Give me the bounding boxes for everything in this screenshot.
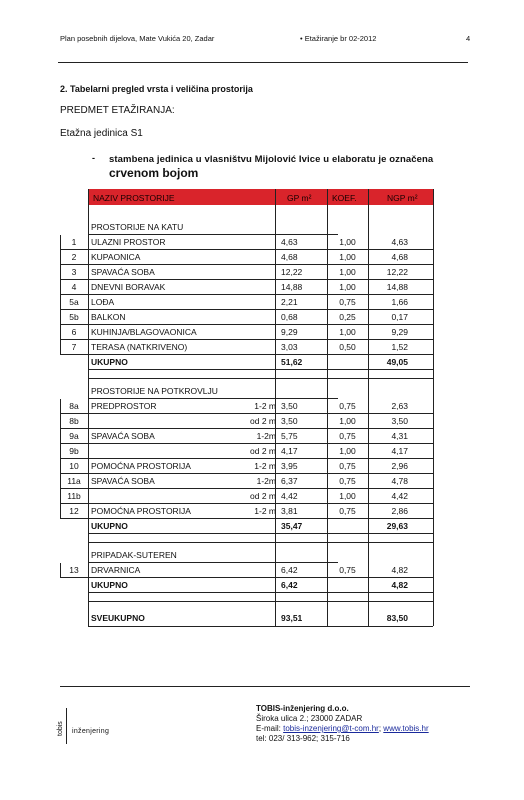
room-koef: 0,75 xyxy=(339,461,356,471)
room-number: 7 xyxy=(71,342,77,352)
rooms-table xyxy=(60,189,456,629)
table-row xyxy=(60,563,456,578)
row-divider xyxy=(60,458,433,459)
row-divider xyxy=(60,324,433,325)
table-row xyxy=(60,280,456,295)
room-number: 9a xyxy=(69,431,79,441)
room-number: 10 xyxy=(69,461,79,471)
row-divider xyxy=(60,443,433,444)
company-name: TOBIS-inženjering d.o.o. xyxy=(256,704,349,713)
room-gp: 3,50 xyxy=(281,416,298,426)
row-divider xyxy=(60,354,433,355)
room-name: POMOĆNA PROSTORIJA xyxy=(91,506,191,516)
column-border-right xyxy=(433,189,434,626)
email-separator: ; xyxy=(378,724,384,733)
room-ngp: 9,29 xyxy=(391,327,408,337)
total-gp: 51,62 xyxy=(281,357,303,367)
room-gp: 5,75 xyxy=(281,431,298,441)
room-koef: 1,00 xyxy=(339,237,356,247)
total-row xyxy=(60,355,456,370)
room-name: ULAZNI PROSTOR xyxy=(91,237,166,247)
room-gp: 6,37 xyxy=(281,476,298,486)
section-divider xyxy=(88,542,433,543)
row-divider xyxy=(88,234,338,235)
room-gp: 2,21 xyxy=(281,297,298,307)
total-row xyxy=(60,578,456,593)
email-link[interactable]: tobis-inzenjering@t-com.hr xyxy=(283,724,379,733)
row-divider xyxy=(88,369,433,370)
room-koef: 0,75 xyxy=(339,476,356,486)
room-number: 11b xyxy=(67,491,81,501)
row-divider xyxy=(60,473,433,474)
row-divider xyxy=(60,518,433,519)
room-number: 1 xyxy=(71,237,77,247)
room-number: 8b xyxy=(69,416,79,426)
room-ngp: 2,63 xyxy=(391,401,408,411)
room-name: SPAVAĆA SOBA xyxy=(91,476,155,486)
table-row xyxy=(60,250,456,265)
room-number: 9b xyxy=(69,446,79,456)
total-ngp: 4,82 xyxy=(391,580,408,590)
total-label: UKUPNO xyxy=(91,521,128,531)
table-row xyxy=(60,429,456,444)
room-ngp: 0,17 xyxy=(391,312,408,322)
room-name: KUPAONICA xyxy=(91,252,141,262)
room-ngp: 4,31 xyxy=(391,431,408,441)
room-number: 8a xyxy=(69,401,79,411)
grand-total-label: SVEUKUPNO xyxy=(91,613,145,623)
column-border-gp xyxy=(275,189,276,626)
company-address: Široka ulica 2.; 23000 ZADAR xyxy=(256,714,363,723)
room-ngp: 1,66 xyxy=(391,297,408,307)
room-height: 1-2 m xyxy=(254,401,276,411)
room-koef: 0,75 xyxy=(339,506,356,516)
room-ngp: 2,86 xyxy=(391,506,408,516)
description-line-1: stambena jedinica u vlasništvu Mijolović Ivice u elaboratu je označena xyxy=(109,154,434,165)
room-name: DNEVNI BORAVAK xyxy=(91,282,166,292)
grand-total-divider xyxy=(88,626,433,627)
subject-label: PREDMET ETAŽIRANJA: xyxy=(60,105,175,116)
room-name: SPAVAĆA SOBA xyxy=(91,431,155,441)
section-title-row xyxy=(60,548,456,563)
room-gp: 4,63 xyxy=(281,237,298,247)
total-ngp: 29,63 xyxy=(386,521,408,531)
section-divider xyxy=(88,378,433,379)
table-row xyxy=(60,459,456,474)
company-logo: tobis xyxy=(57,721,64,736)
room-ngp: 1,52 xyxy=(391,342,408,352)
column-border-left xyxy=(88,189,89,626)
room-name: DRVARNICA xyxy=(91,565,141,575)
row-divider xyxy=(88,533,433,534)
row-divider xyxy=(88,562,338,563)
room-number: 13 xyxy=(69,565,79,575)
room-name: PREDPROSTOR xyxy=(91,401,157,411)
unit-label: Etažna jedinica S1 xyxy=(60,128,143,139)
room-gp: 4,42 xyxy=(281,491,298,501)
table-row xyxy=(60,399,456,414)
room-ngp: 2,96 xyxy=(391,461,408,471)
room-ngp: 4,78 xyxy=(391,476,408,486)
room-koef: 1,00 xyxy=(339,282,356,292)
column-border-ngp xyxy=(368,189,369,626)
company-phone: tel: 023/ 313-962; 315-716 xyxy=(256,734,350,743)
room-number: 5b xyxy=(69,312,79,322)
room-koef: 1,00 xyxy=(339,267,356,277)
table-row xyxy=(60,310,456,325)
row-divider xyxy=(60,428,433,429)
column-header-koef: KOEF. xyxy=(332,193,357,203)
email-prefix: E-mail: xyxy=(256,724,284,733)
room-number: 12 xyxy=(69,506,79,516)
total-gp: 35,47 xyxy=(281,521,303,531)
room-number: 3 xyxy=(71,267,77,277)
room-ngp: 4,63 xyxy=(391,237,408,247)
section-title-row xyxy=(60,220,456,235)
room-gp: 3,81 xyxy=(281,506,298,516)
table-row xyxy=(60,444,456,459)
page-number: 4 xyxy=(466,34,471,43)
table-row xyxy=(60,235,456,250)
room-name: TERASA (NATKRIVENO) xyxy=(91,342,188,352)
table-row xyxy=(60,414,456,429)
room-gp: 3,03 xyxy=(281,342,298,352)
row-divider xyxy=(88,398,338,399)
header-document-title: Plan posebnih dijelova, Mate Vukića 20, Zadar xyxy=(60,34,215,43)
row-divider xyxy=(60,577,433,578)
room-height: od 2 m xyxy=(250,446,276,456)
row-divider xyxy=(60,488,433,489)
room-ngp: 12,22 xyxy=(386,267,408,277)
row-divider xyxy=(60,339,433,340)
grand-total-ngp: 83,50 xyxy=(386,613,408,623)
number-column-border xyxy=(60,235,61,355)
column-header-ngp: NGP m² xyxy=(387,193,418,203)
room-ngp: 3,50 xyxy=(391,416,408,426)
bullet-dash: - xyxy=(92,153,95,163)
room-koef: 1,00 xyxy=(339,327,356,337)
room-gp: 4,68 xyxy=(281,252,298,262)
row-divider xyxy=(60,264,433,265)
room-gp: 3,50 xyxy=(281,401,298,411)
room-koef: 0,50 xyxy=(339,342,356,352)
total-gp: 6,42 xyxy=(281,580,298,590)
grand-total-row xyxy=(60,611,456,626)
room-koef: 0,25 xyxy=(339,312,356,322)
row-divider xyxy=(60,309,433,310)
room-number: 6 xyxy=(71,327,77,337)
room-gp: 6,42 xyxy=(281,565,298,575)
room-gp: 14,88 xyxy=(281,282,303,292)
table-row xyxy=(60,474,456,489)
room-height: 1-2 m xyxy=(254,461,276,471)
table-row xyxy=(60,325,456,340)
footer-divider xyxy=(60,686,470,687)
total-label: UKUPNO xyxy=(91,357,128,367)
row-divider xyxy=(60,249,433,250)
number-column-border xyxy=(60,563,61,578)
room-koef: 1,00 xyxy=(339,446,356,456)
room-height: 1-2m xyxy=(256,431,276,441)
room-height: 1-2m xyxy=(256,476,276,486)
room-number: 5a xyxy=(69,297,79,307)
section-title: 2. Tabelarni pregled vrsta i veličina prostorija xyxy=(60,84,253,94)
total-ngp: 49,05 xyxy=(386,357,408,367)
room-ngp: 4,82 xyxy=(391,565,408,575)
table-row xyxy=(60,504,456,519)
room-koef: 0,75 xyxy=(339,297,356,307)
section-title: PRIPADAK-SUTEREN xyxy=(91,550,177,560)
room-ngp: 4,42 xyxy=(391,491,408,501)
room-height: 1-2 m xyxy=(254,506,276,516)
room-number: 2 xyxy=(71,252,77,262)
logo-bar xyxy=(66,708,68,744)
table-row xyxy=(60,295,456,310)
header-document-number: • Etažiranje br 02-2012 xyxy=(300,34,377,43)
room-ngp: 14,88 xyxy=(386,282,408,292)
room-koef: 0,75 xyxy=(339,431,356,441)
total-row xyxy=(60,519,456,534)
room-gp: 9,29 xyxy=(281,327,298,337)
section-divider xyxy=(88,601,433,602)
company-contact xyxy=(256,724,429,733)
room-gp: 4,17 xyxy=(281,446,298,456)
column-border-koef xyxy=(327,189,328,626)
company-logo-subtitle: inženjering xyxy=(72,728,110,735)
room-ngp: 4,17 xyxy=(391,446,408,456)
row-divider xyxy=(60,294,433,295)
room-name: KUHINJA/BLAGOVAONICA xyxy=(91,327,197,337)
section-title: PROSTORIJE NA KATU xyxy=(91,222,184,232)
table-row xyxy=(60,489,456,504)
room-gp: 3,95 xyxy=(281,461,298,471)
room-koef: 0,75 xyxy=(339,401,356,411)
section-title: PROSTORIJE NA POTKROVLJU xyxy=(91,386,218,396)
room-gp: 12,22 xyxy=(281,267,303,277)
room-number: 4 xyxy=(71,282,77,292)
website-link[interactable]: www.tobis.hr xyxy=(383,724,429,733)
column-header-gp: GP m² xyxy=(287,193,312,203)
header-divider xyxy=(58,62,468,63)
section-title-row xyxy=(60,384,456,399)
row-divider xyxy=(60,413,433,414)
room-number: 11a xyxy=(67,476,81,486)
room-koef: 1,00 xyxy=(339,491,356,501)
total-label: UKUPNO xyxy=(91,580,128,590)
column-header-name: NAZIV PROSTORIJE xyxy=(93,193,175,203)
row-divider xyxy=(60,503,433,504)
room-name: SPAVAĆA SOBA xyxy=(91,267,155,277)
room-koef: 1,00 xyxy=(339,252,356,262)
row-divider xyxy=(60,279,433,280)
room-height: od 2 m xyxy=(250,416,276,426)
room-height: od 2 m xyxy=(250,491,276,501)
room-name: POMOĆNA PROSTORIJA xyxy=(91,461,191,471)
number-column-border xyxy=(60,399,61,519)
room-name: LOĐA xyxy=(91,297,115,307)
room-koef: 1,00 xyxy=(339,416,356,426)
room-gp: 0,68 xyxy=(281,312,298,322)
row-divider xyxy=(88,592,433,593)
room-koef: 0,75 xyxy=(339,565,356,575)
table-row xyxy=(60,340,456,355)
table-row xyxy=(60,265,456,280)
grand-total-gp: 93,51 xyxy=(281,613,303,623)
room-name: BALKON xyxy=(91,312,126,322)
room-ngp: 4,68 xyxy=(391,252,408,262)
description-line-2: crvenom bojom xyxy=(109,166,199,180)
